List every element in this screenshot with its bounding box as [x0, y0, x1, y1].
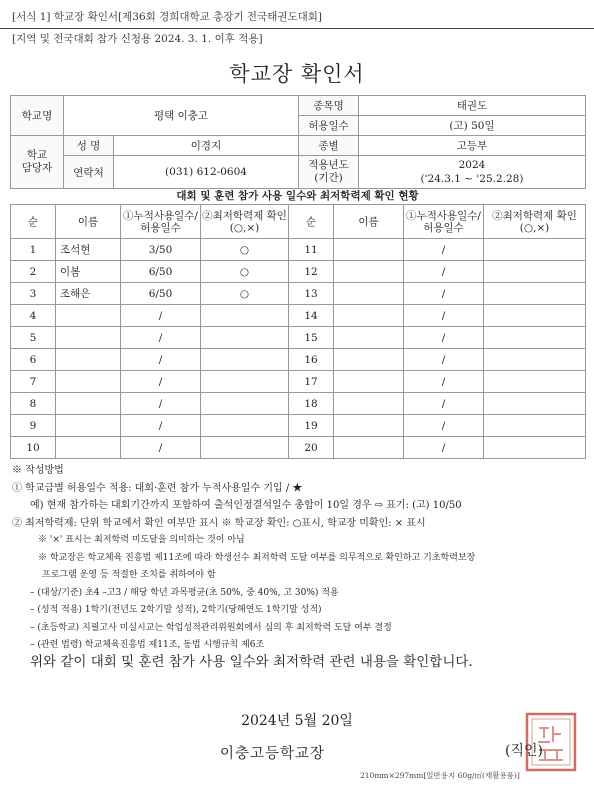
cell-no: 16	[289, 349, 334, 371]
cell-check	[201, 393, 289, 415]
cell-name	[334, 283, 404, 305]
cell-no: 12	[289, 261, 334, 283]
table-row	[11, 283, 586, 305]
cell-check	[484, 239, 586, 261]
cell-days: /	[121, 393, 201, 415]
header-no: 순	[11, 205, 56, 239]
note-item-1-example: 예) 현재 참가하는 대회기간까지 포함하여 출석인정결석일수 총합이 10일 경우 ⇨ 표기: (고) 10/50	[30, 500, 462, 511]
cell-check	[484, 305, 586, 327]
cell-check	[484, 415, 586, 437]
manager-label: 학교 담당자	[11, 136, 64, 189]
sport-label: 종목명	[299, 96, 359, 116]
form-header: [서식 1] 학교장 확인서[제36회 경희대학교 총장기 전국태권도대회]	[12, 11, 323, 23]
period-value: ('24.3.1 ~ '25.2.28)	[420, 173, 524, 185]
cell-name: 조석현	[56, 239, 121, 261]
cell-days: /	[404, 261, 484, 283]
cell-check	[484, 349, 586, 371]
cell-days: /	[404, 283, 484, 305]
cell-name	[56, 305, 121, 327]
status-table	[10, 204, 586, 459]
cell-check	[201, 415, 289, 437]
cell-no: 11	[289, 239, 334, 261]
type-label: 종별	[299, 136, 359, 156]
school-value: 평택 이충고	[64, 96, 299, 136]
table-row	[11, 305, 586, 327]
note-item-1: ① 학교급별 허용일수 적용: 대회·훈련 참가 누적사용일수 기입 / ★	[12, 482, 303, 494]
cell-days: /	[404, 239, 484, 261]
header-no: 순	[289, 205, 334, 239]
cell-no: 8	[11, 393, 56, 415]
cell-check	[484, 283, 586, 305]
cell-days: /	[404, 393, 484, 415]
cell-no: 10	[11, 437, 56, 459]
cell-check	[484, 393, 586, 415]
cell-no: 4	[11, 305, 56, 327]
scope-header: [지역 및 전국대회 참가 신청용 2024. 3. 1. 이후 적용]	[12, 33, 263, 45]
sport-value: 태권도	[359, 96, 586, 116]
cell-name	[334, 393, 404, 415]
cell-name	[334, 371, 404, 393]
cell-no: 6	[11, 349, 56, 371]
cell-days: 3/50	[121, 239, 201, 261]
cell-name	[334, 305, 404, 327]
note-dash-3: – (초등학교) 지필고사 미실시교는 학업성적관리위원회에서 심의 후 최저학력 도달 여부 결정	[30, 622, 392, 633]
cell-check: ○	[201, 261, 289, 283]
seal-label: (직인)	[505, 743, 543, 759]
header-days: ①누적사용일수/ 허용일수	[121, 205, 201, 239]
cell-name	[334, 327, 404, 349]
cell-no: 2	[11, 261, 56, 283]
cell-name	[56, 437, 121, 459]
header-check: ②최저학력제 확인(○,×)	[484, 205, 586, 239]
cell-no: 7	[11, 371, 56, 393]
writing-instructions	[12, 462, 587, 655]
note-sub-1: ※ '×' 표시는 최저학력 미도달을 의미하는 것이 아님	[38, 535, 245, 545]
cell-check: ○	[201, 239, 289, 261]
cell-no: 3	[11, 283, 56, 305]
table-row	[11, 349, 586, 371]
cell-check	[484, 261, 586, 283]
cell-name: 조해은	[56, 283, 121, 305]
status-title: 대회 및 훈련 참가 사용 일수와 최저학력제 확인 현황	[176, 190, 419, 202]
type-value: 고등부	[359, 136, 586, 156]
document-date: 2024년 5월 20일	[241, 713, 353, 729]
notes-heading: ※ 작성방법	[12, 465, 64, 476]
header-check: ②최저학력제 확인(○,×)	[201, 205, 289, 239]
cell-check	[484, 327, 586, 349]
school-info-table	[10, 95, 586, 189]
header-days: ①누적사용일수/ 허용일수	[404, 205, 484, 239]
cell-days: /	[121, 437, 201, 459]
cell-no: 1	[11, 239, 56, 261]
principal-signature: 이충고등학교장	[220, 746, 326, 762]
document-title: 학교장 확인서	[229, 62, 365, 86]
cell-name	[56, 327, 121, 349]
table-row	[11, 327, 586, 349]
year-value: 2024	[458, 159, 486, 171]
cell-days: /	[404, 327, 484, 349]
cell-days: /	[404, 371, 484, 393]
table-row	[11, 437, 586, 459]
header-name: 이름	[334, 205, 404, 239]
cell-days: /	[121, 415, 201, 437]
cell-no: 20	[289, 437, 334, 459]
table-row	[11, 239, 586, 261]
cell-days: /	[404, 415, 484, 437]
cell-days: /	[121, 349, 201, 371]
cell-no: 5	[11, 327, 56, 349]
contact-value: (031) 612-0604	[114, 156, 299, 189]
cell-days: /	[121, 305, 201, 327]
table-row	[11, 261, 586, 283]
year-cell	[359, 156, 586, 189]
cell-name	[56, 415, 121, 437]
cell-no: 14	[289, 305, 334, 327]
cell-check	[201, 349, 289, 371]
cell-name	[334, 415, 404, 437]
name-label: 성 명	[64, 136, 114, 156]
cell-no: 13	[289, 283, 334, 305]
cell-days: /	[404, 305, 484, 327]
note-sub-2b: 프로그램 운영 등 적절한 조치를 취하여야 함	[42, 570, 216, 580]
cell-check	[484, 371, 586, 393]
cell-name	[334, 261, 404, 283]
paper-size-note: 210mm×297mm[일반용지 60g/㎡(재활용품)]	[360, 771, 520, 780]
allowed-days-value: (고) 50일	[359, 116, 586, 136]
contact-label: 연락처	[64, 156, 114, 189]
cell-check: ○	[201, 283, 289, 305]
header-name: 이름	[56, 205, 121, 239]
cell-name	[334, 349, 404, 371]
note-dash-1: – (대상/기준) 초4 –고3 / 해당 학년 과목평균(초 50%, 중 40%, 고 30%) 적용	[30, 587, 339, 598]
cell-no: 9	[11, 415, 56, 437]
confirmation-text: 위와 같이 대회 및 훈련 참가 사용 일수와 최저학력 관련 내용을 확인합니다.	[30, 654, 473, 670]
name-value: 이경지	[114, 136, 299, 156]
cell-name: 이봄	[56, 261, 121, 283]
year-label: 적용년도 (기간)	[299, 156, 359, 189]
cell-no: 15	[289, 327, 334, 349]
note-sub-2: ※ 학교장은 학교체육 진흥법 제11조에 따라 학생선수 최저학력 도달 여부를 의무적으로 확인하고 기초학력보장	[38, 552, 476, 563]
cell-name	[334, 239, 404, 261]
note-dash-4: – (관련 법령) 학교체육진흥법 제11조, 동법 시행규칙 제6조	[30, 640, 265, 650]
note-dash-2: – (성적 적용) 1학기(전년도 2학기말 성적), 2학기(당해연도 1학기말 성적)	[30, 605, 322, 615]
table-row	[11, 415, 586, 437]
cell-days: 6/50	[121, 283, 201, 305]
cell-no: 17	[289, 371, 334, 393]
cell-check	[201, 305, 289, 327]
cell-name	[56, 371, 121, 393]
allowed-days-label: 허용일수	[299, 116, 359, 136]
cell-days: /	[121, 327, 201, 349]
school-label: 학교명	[11, 96, 64, 136]
cell-days: /	[404, 349, 484, 371]
cell-name	[56, 393, 121, 415]
cell-check	[201, 371, 289, 393]
header-divider	[0, 28, 594, 29]
cell-check	[201, 327, 289, 349]
cell-name	[56, 349, 121, 371]
cell-days: /	[404, 437, 484, 459]
cell-check	[484, 437, 586, 459]
cell-check	[201, 437, 289, 459]
table-row	[11, 371, 586, 393]
note-item-2: ② 최저학력제: 단위 학교에서 확인 여부만 표시 ※ 학교장 확인: ○표시, 학교장 미확인: × 표시	[12, 517, 426, 529]
table-row	[11, 393, 586, 415]
cell-no: 18	[289, 393, 334, 415]
cell-name	[334, 437, 404, 459]
cell-days: 6/50	[121, 261, 201, 283]
cell-days: /	[121, 371, 201, 393]
cell-no: 19	[289, 415, 334, 437]
